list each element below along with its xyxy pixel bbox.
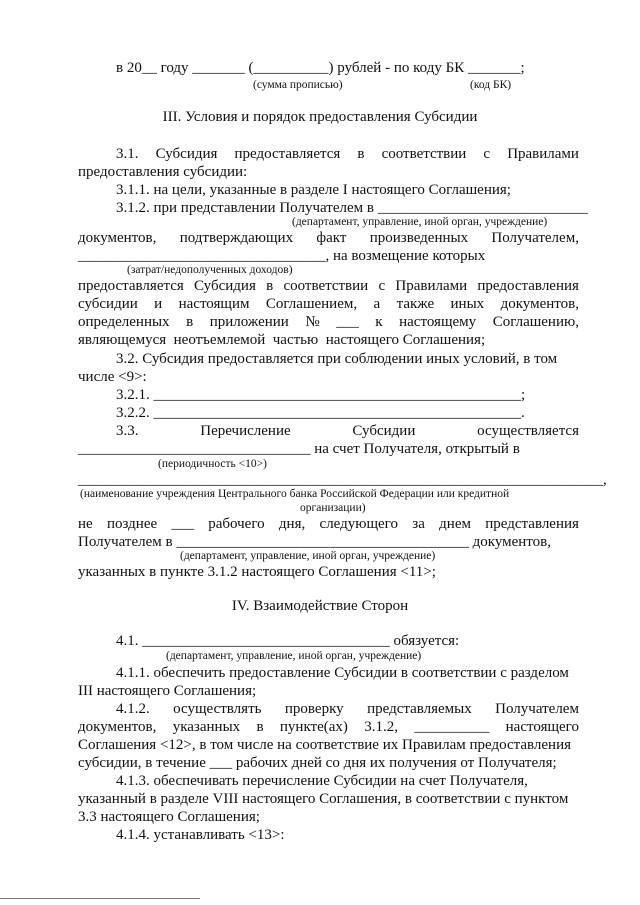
p412-word: указанных: [172, 719, 241, 735]
p31-word: 3.1.: [116, 146, 139, 162]
p33-line4: [78, 516, 579, 533]
p312-word: в: [266, 278, 274, 294]
p412-word: 4.1.2.: [116, 701, 150, 717]
section-3-heading: III. Условия и порядок предоставления Субсидии: [162, 109, 478, 125]
p312-word: также: [396, 296, 435, 312]
p33-word: днем: [439, 516, 471, 532]
budget-code-caption: (код БК): [470, 79, 512, 91]
p33-line3: ______________________________________________________________________,: [78, 472, 607, 488]
p33-line2: _______________________________ на счет Получателя, открытый в: [78, 441, 520, 457]
p32-line1: 3.2. Субсидия предоставляется при соблюдении иных условий, в том: [116, 351, 558, 367]
p412-line2: [78, 719, 579, 736]
p31-line2: предоставления субсидии:: [78, 164, 248, 180]
p33-caption2a: (наименование учреждения Центрального банка Российской Федерации или кредитной: [80, 488, 510, 500]
p312-word: настоящему: [399, 314, 477, 330]
p312-caption2: (затрат/недополученных доходов): [127, 264, 293, 276]
p312-word: приложении: [209, 314, 289, 330]
p413-line2: указанный в разделе VIII настоящего Соглашения, в соответствии с пунктом: [78, 791, 569, 807]
p312-word: факт: [316, 230, 347, 246]
p33-line5: Получателем в _______________________________________ документов,: [78, 534, 551, 550]
p312-word: Субсидия: [194, 278, 256, 294]
p412-line1: [116, 701, 579, 718]
p321: 3.2.1. _________________________________________________;: [116, 387, 526, 403]
p411-line2: III настоящего Соглашения;: [78, 683, 257, 699]
p312-word: предоставляется: [78, 278, 184, 294]
p33-word: 3.3.: [116, 423, 139, 439]
p312-word: Правилами: [395, 278, 468, 294]
p312-word: Соглашением,: [265, 296, 358, 312]
p412-word: 3.1.2,: [364, 719, 398, 735]
p33-word: за: [412, 516, 425, 532]
p322: 3.2.2. _________________________________________________.: [116, 405, 525, 421]
p33-word: позднее: [106, 516, 158, 532]
p413-line1: 4.1.3. обеспечивать перечисление Субсидии на счет Получателя,: [116, 773, 528, 789]
p312-word: №: [305, 314, 320, 330]
p41-caption: (департамент, управление, иной орган, учреждение): [166, 650, 422, 662]
p312-caption: (департамент, управление, иной орган, учреждение): [292, 216, 548, 228]
p33-word: Перечисление: [200, 423, 291, 439]
p412-word: __________: [414, 719, 490, 735]
p33-caption: (периодичность <10>): [158, 458, 267, 470]
p312-line4: [78, 278, 579, 295]
p312-word: Получателем,: [491, 230, 579, 246]
p33-line6: указанных в пункте 3.1.2 настоящего Соглашения <11>;: [78, 564, 436, 580]
p312-word: иных: [450, 296, 485, 312]
p31-word: Правилами: [507, 146, 579, 162]
p414: 4.1.4. устанавливать <13>:: [116, 827, 285, 843]
p41: 4.1. _________________________________ обязуется:: [116, 633, 460, 649]
p412-word: пункте(ах): [279, 719, 348, 735]
p312-word: субсидии: [78, 296, 138, 312]
p31-word: Субсидия: [155, 146, 218, 162]
p412-word: в: [256, 719, 264, 735]
p312-word: предоставления: [477, 278, 579, 294]
p33-caption3: (департамент, управление, иной орган, учреждение): [180, 550, 436, 562]
section-4-heading: IV. Взаимодействие Сторон: [231, 598, 409, 614]
p412-line3: Соглашения <12>, в том числе на соответствие их Правилам предоставления: [78, 737, 572, 753]
amount-words-caption: (сумма прописью): [253, 79, 343, 91]
p412-word: проверку: [284, 701, 344, 717]
p312-word: подтверждающих: [179, 230, 294, 246]
p33-line1: [116, 423, 579, 440]
p312-word: а: [373, 296, 381, 312]
p33-word: дня,: [278, 516, 306, 532]
p31-line1: [116, 146, 579, 163]
p312-word: настоящим: [178, 296, 250, 312]
p33-word: не: [78, 516, 93, 532]
p312-word: Соглашению,: [492, 314, 579, 330]
p413-line3: 3.3 настоящего Соглашения;: [78, 809, 260, 825]
budget-code-line: в 20__ году _______ (__________) рублей - по коду БК _______;: [116, 60, 525, 76]
p33-word: Субсидии: [352, 423, 416, 439]
p312-word: к: [375, 314, 383, 330]
p33-word: следующего: [319, 516, 398, 532]
p32-line2: числе <9>:: [78, 369, 147, 385]
p312: 3.1.2. при представлении Получателем в ____________________________: [116, 200, 588, 216]
p412-word: представляемых: [367, 701, 472, 717]
p31-word: с: [483, 146, 491, 162]
p33-word: рабочего: [208, 516, 265, 532]
p412-word: осуществлять: [173, 701, 262, 717]
p411-line1: 4.1.1. обеспечить предоставление Субсидии в соответствии с разделом: [116, 665, 569, 681]
p33-word: представления: [485, 516, 579, 532]
p412-word: Получателем: [495, 701, 579, 717]
p311: 3.1.1. на цели, указанные в разделе I настоящего Соглашения;: [116, 182, 511, 198]
p312-line3: _________________________________, на возмещение которых: [78, 248, 486, 264]
p312-word: произведенных: [369, 230, 469, 246]
p33-caption2b: организации): [300, 502, 366, 514]
p412-word: документов,: [78, 719, 157, 735]
p33-word: осуществляется: [477, 423, 579, 439]
p312-line7: являющемуся неотъемлемой частью настоящего Соглашения;: [78, 332, 486, 348]
p312-word: в: [186, 314, 194, 330]
p312-line2: [78, 230, 579, 247]
p312-word: с: [378, 278, 386, 294]
p312-word: определенных: [78, 314, 170, 330]
p312-word: соответствии: [283, 278, 369, 294]
p412-line4: субсидии, в течение ___ рабочих дней со дня их получения от Получателя;: [78, 755, 557, 771]
p31-word: предоставляется: [234, 146, 341, 162]
p33-word: ___: [171, 516, 194, 532]
p31-word: соответствии: [381, 146, 467, 162]
p312-word: документов,: [500, 296, 579, 312]
p312-word: и: [154, 296, 163, 312]
p312-word: ___: [336, 314, 359, 330]
p312-line5: [78, 296, 579, 313]
footer-rule: [0, 898, 200, 899]
p412-word: настоящего: [505, 719, 579, 735]
p312-word: документов,: [78, 230, 157, 246]
p312-line6: [78, 314, 579, 331]
p31-word: в: [357, 146, 365, 162]
